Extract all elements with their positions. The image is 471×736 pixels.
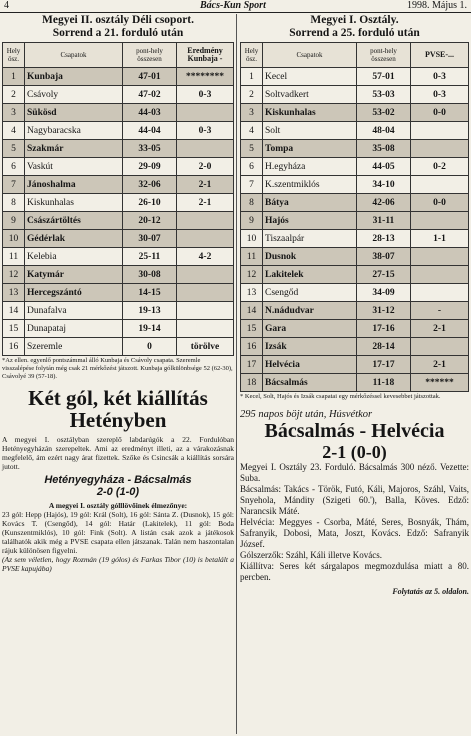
article-right-paragraph: Helvécia: Meggyes - Csorba, Máté, Seres, Bosnyák, Thám, Safranyik, Dobosi, Mata, Joszt, Kovács. Edző: Safranyik József. <box>240 517 469 549</box>
cell-team: Tiszaalpár <box>263 230 357 248</box>
cell-res <box>411 284 469 302</box>
cell-pos: 10 <box>241 230 263 248</box>
left-table-subtitle: Sorrend a 21. forduló után <box>52 27 184 39</box>
table-row <box>3 122 234 140</box>
cell-team: Dunapataj <box>25 320 123 338</box>
cell-pos: 4 <box>3 122 25 140</box>
cell-pts: 48-04 <box>357 122 411 140</box>
cell-team: H.egyháza <box>263 158 357 176</box>
cell-pts: 19-13 <box>123 302 177 320</box>
table-row <box>3 338 234 356</box>
cell-pos: 15 <box>241 320 263 338</box>
cell-pts: 17-16 <box>357 320 411 338</box>
cell-team: Dunafalva <box>25 302 123 320</box>
cell-team: Szakmár <box>25 140 123 158</box>
cell-pos: 3 <box>3 104 25 122</box>
cell-team: Szeremle <box>25 338 123 356</box>
article-left-match: Hetényegyháza - Bácsalmás <box>44 474 192 486</box>
table-row <box>241 176 469 194</box>
cell-pos: 12 <box>241 266 263 284</box>
table-row <box>241 140 469 158</box>
cell-res: 0-3 <box>177 86 234 104</box>
table-row <box>241 230 469 248</box>
cell-team: Soltvadkert <box>263 86 357 104</box>
table-row <box>3 248 234 266</box>
table-row <box>241 122 469 140</box>
cell-team: Csávoly <box>25 86 123 104</box>
cell-pts: 29-09 <box>123 158 177 176</box>
cell-pos: 7 <box>241 176 263 194</box>
cell-pts: 26-10 <box>123 194 177 212</box>
cell-pts: 14-15 <box>123 284 177 302</box>
cell-pos: 9 <box>3 212 25 230</box>
cell-pos: 11 <box>3 248 25 266</box>
cell-pos: 16 <box>241 338 263 356</box>
cell-res <box>177 284 234 302</box>
cell-team: Helvécia <box>263 356 357 374</box>
column-divider <box>236 14 237 734</box>
cell-res: 0-3 <box>411 86 469 104</box>
cell-team: Gara <box>263 320 357 338</box>
cell-pts: 0 <box>123 338 177 356</box>
cell-pos: 2 <box>241 86 263 104</box>
cell-res: 2-1 <box>411 320 469 338</box>
article-right-paragraph: Bácsalmás: Takács - Török, Futó, Káli, Majoros, Száhl, Vaits, Snyehola, Mándity (Szigeti 60.'), Balla, Köves. Edző: Narancsik Máté. <box>240 484 469 516</box>
issue-date: 1998. Május 1. <box>407 0 467 11</box>
table-row <box>3 194 234 212</box>
cell-res <box>177 266 234 284</box>
page-number: 4 <box>4 0 9 11</box>
cell-res <box>177 140 234 158</box>
table-row <box>241 338 469 356</box>
cell-pts: 53-02 <box>357 104 411 122</box>
publication-name: Bács-Kun Sport <box>200 0 266 11</box>
cell-res <box>177 320 234 338</box>
cell-pos: 14 <box>241 302 263 320</box>
scorers-list: 23 gól: Hepp (Hajós), 19 gól: Král (Solt), 16 gól: Sánta Z. (Dusnok), 15 gól: Kovács T. (Csengőd), 14 gól: Határ (Lakitelek), 11 gól: Boda (Kunszentmiklós), 10 gól: Fink (Solt). A listán csak azok a játékosok találhatók akik még a PVSE csapata ellen játszanak. Talán nem haszontalan rájuk különösen figyelni. <box>2 510 234 555</box>
article-right-headline: Bácsalmás - Helvécia <box>264 420 445 442</box>
cell-res: ******** <box>177 68 234 86</box>
cell-pts: 27-15 <box>357 266 411 284</box>
table-row <box>3 176 234 194</box>
table-row <box>3 140 234 158</box>
article-right-body <box>240 462 469 583</box>
table-row <box>241 212 469 230</box>
cell-res <box>177 212 234 230</box>
table-row <box>3 104 234 122</box>
right-table-note: * Kecel, Solt, Hajós és Izsák csapatai egy mérkőzéssel kevesebbet játszottak. <box>240 393 441 400</box>
left-table-title: Megyei II. osztály Déli csoport. <box>41 14 195 26</box>
cell-team: Hajós <box>263 212 357 230</box>
cell-pos: 13 <box>241 284 263 302</box>
cell-pos: 5 <box>241 140 263 158</box>
cell-pts: 38-07 <box>357 248 411 266</box>
table-row <box>241 284 469 302</box>
continued-note: Folytatás az 5. oldalon. <box>392 587 469 596</box>
cell-team: Hercegszántó <box>25 284 123 302</box>
cell-pts: 30-07 <box>123 230 177 248</box>
table-row <box>3 266 234 284</box>
cell-res <box>411 122 469 140</box>
cell-res: 2-1 <box>177 194 234 212</box>
cell-pos: 4 <box>241 122 263 140</box>
col-header-team: Csapatok <box>263 43 357 68</box>
cell-res <box>177 302 234 320</box>
cell-res: 2-1 <box>177 176 234 194</box>
cell-res <box>411 338 469 356</box>
cell-pos: 17 <box>241 356 263 374</box>
cell-team: Solt <box>263 122 357 140</box>
cell-pts: 30-08 <box>123 266 177 284</box>
cell-pts: 34-10 <box>357 176 411 194</box>
col-header-pos: Hely ösz. <box>241 43 263 68</box>
cell-pts: 44-05 <box>357 158 411 176</box>
cell-res: - <box>411 302 469 320</box>
cell-pts: 35-08 <box>357 140 411 158</box>
right-column <box>240 14 469 596</box>
col-header-points: pont-hely összesen <box>123 43 177 68</box>
header-rule <box>0 12 471 13</box>
cell-res: törölve <box>177 338 234 356</box>
cell-team: Izsák <box>263 338 357 356</box>
table-row <box>241 158 469 176</box>
cell-res: 0-0 <box>411 194 469 212</box>
cell-pos: 9 <box>241 212 263 230</box>
cell-team: Vaskút <box>25 158 123 176</box>
article-right-kicker: 295 napos böjt után, Húsvétkor <box>240 409 373 420</box>
cell-pts: 28-14 <box>357 338 411 356</box>
cell-res <box>411 140 469 158</box>
table-row <box>241 104 469 122</box>
cell-pos: 5 <box>3 140 25 158</box>
cell-res: 0-3 <box>411 68 469 86</box>
cell-pts: 31-12 <box>357 302 411 320</box>
cell-pos: 8 <box>241 194 263 212</box>
cell-team: Csengőd <box>263 284 357 302</box>
cell-team: Bátya <box>263 194 357 212</box>
right-standings-table <box>240 42 469 392</box>
cell-team: Kiskunhalas <box>25 194 123 212</box>
cell-pts: 19-14 <box>123 320 177 338</box>
scorers-heading: A megyei I. osztály gólllövőinek élmezőnye: <box>48 501 188 510</box>
col-header-team: Csapatok <box>25 43 123 68</box>
cell-pts: 25-11 <box>123 248 177 266</box>
cell-team: N.nádudvar <box>263 302 357 320</box>
article-right-score: 2-1 (0-0) <box>322 442 387 462</box>
col-header-points: pont-hely összesen <box>357 43 411 68</box>
cell-pos: 2 <box>3 86 25 104</box>
cell-team: Kunbaja <box>25 68 123 86</box>
cell-res <box>411 176 469 194</box>
cell-team: Jánoshalma <box>25 176 123 194</box>
table-row <box>241 194 469 212</box>
cell-team: Kiskunhalas <box>263 104 357 122</box>
cell-pos: 7 <box>3 176 25 194</box>
table-row <box>241 86 469 104</box>
cell-pts: 32-06 <box>123 176 177 194</box>
table-row <box>241 374 469 392</box>
cell-pos: 16 <box>3 338 25 356</box>
cell-pts: 17-17 <box>357 356 411 374</box>
cell-pos: 1 <box>241 68 263 86</box>
col-header-pos: Hely ösz. <box>3 43 25 68</box>
cell-res <box>411 212 469 230</box>
cell-team: Bácsalmás <box>263 374 357 392</box>
table-row <box>241 266 469 284</box>
cell-res: 2-0 <box>177 158 234 176</box>
cell-res: 0-0 <box>411 104 469 122</box>
table-row <box>3 158 234 176</box>
left-standings-table <box>2 42 234 356</box>
cell-pts: 34-09 <box>357 284 411 302</box>
table-row <box>3 68 234 86</box>
col-header-result: Eredmény Kunbaja - <box>177 43 234 68</box>
cell-pts: 20-12 <box>123 212 177 230</box>
cell-pts: 31-11 <box>357 212 411 230</box>
cell-pos: 1 <box>3 68 25 86</box>
table-row <box>3 86 234 104</box>
cell-pts: 53-03 <box>357 86 411 104</box>
table-row <box>3 284 234 302</box>
table-row <box>241 68 469 86</box>
article-left-intro: A megyei I. osztályban szereplő labdarúgók a 22. Fordulóban Hetényegyházán szerepeltek. Ami az eredményt illeti, az a várakozásnak megfelelő, ám ezért nagy árat fizettek. Szőke és Csincsák a kiállítás sorsára jutott. <box>2 435 234 471</box>
cell-team: Sükösd <box>25 104 123 122</box>
table-row <box>3 302 234 320</box>
cell-team: Dusnok <box>263 248 357 266</box>
cell-pos: 3 <box>241 104 263 122</box>
cell-pts: 33-05 <box>123 140 177 158</box>
cell-pts: 44-04 <box>123 122 177 140</box>
table-header-row <box>3 43 234 68</box>
cell-team: Tompa <box>263 140 357 158</box>
cell-pos: 18 <box>241 374 263 392</box>
cell-pts: 47-02 <box>123 86 177 104</box>
cell-pos: 15 <box>3 320 25 338</box>
cell-res <box>177 230 234 248</box>
cell-pos: 11 <box>241 248 263 266</box>
left-table-note: *Az ellen. egyenlő pontszámmal álló Kunbaja és Csávoly csapata. Szeremle visszalépése folytán még csak 21 mérkőzést játszott. Kunbaja gólkülönbsége 52 (62-30), Csávolyé 39 (57-18). <box>2 357 233 380</box>
cell-res: ****** <box>411 374 469 392</box>
cell-pts: 11-18 <box>357 374 411 392</box>
cell-team: Kelebia <box>25 248 123 266</box>
cell-res <box>177 104 234 122</box>
cell-pos: 8 <box>3 194 25 212</box>
cell-team: K.szentmiklós <box>263 176 357 194</box>
cell-res <box>411 266 469 284</box>
cell-pts: 28-13 <box>357 230 411 248</box>
cell-pos: 13 <box>3 284 25 302</box>
cell-res: 0-3 <box>177 122 234 140</box>
article-left-headline: Két gól, két kiállítás Hetényben <box>28 386 208 432</box>
cell-team: Gédérlak <box>25 230 123 248</box>
table-row <box>3 212 234 230</box>
cell-pts: 44-03 <box>123 104 177 122</box>
col-header-result: PVSE-... <box>411 43 469 68</box>
cell-team: Katymár <box>25 266 123 284</box>
cell-team: Lakitelek <box>263 266 357 284</box>
cell-pos: 14 <box>3 302 25 320</box>
left-column <box>2 14 234 573</box>
table-row <box>241 302 469 320</box>
article-right-paragraph: Kiállítva: Seres két sárgalapos megmozdulása miatt a 80. percben. <box>240 561 469 582</box>
cell-pts: 47-01 <box>123 68 177 86</box>
table-row <box>3 320 234 338</box>
table-row <box>241 320 469 338</box>
table-header-row <box>241 43 469 68</box>
right-table-title: Megyei I. Osztály. <box>310 14 399 26</box>
article-right-paragraph: Gólszerzők: Száhl, Káli illetve Kovács. <box>240 550 382 560</box>
table-row <box>3 230 234 248</box>
cell-pts: 42-06 <box>357 194 411 212</box>
cell-res <box>411 248 469 266</box>
cell-pos: 6 <box>3 158 25 176</box>
cell-pos: 12 <box>3 266 25 284</box>
cell-res: 1-1 <box>411 230 469 248</box>
article-right-paragraph: Megyei I. Osztály 23. Forduló. Bácsalmás 300 néző. Vezette: Suba. <box>240 462 469 483</box>
table-row <box>241 356 469 374</box>
cell-pos: 6 <box>241 158 263 176</box>
cell-pos: 10 <box>3 230 25 248</box>
article-left-closing: (Az sem véletlen, hogy Rozmán (19 gólos) és Farkas Tibor (10) is betalált a PVSE kapujába) <box>2 555 234 573</box>
cell-team: Kecel <box>263 68 357 86</box>
cell-res: 0-2 <box>411 158 469 176</box>
right-table-subtitle: Sorrend a 25. forduló után <box>289 27 420 39</box>
cell-res: 4-2 <box>177 248 234 266</box>
article-left-score: 2-0 (1-0) <box>96 486 140 498</box>
cell-team: Nagybaracska <box>25 122 123 140</box>
table-row <box>241 248 469 266</box>
cell-team: Császártöltés <box>25 212 123 230</box>
cell-res: 2-1 <box>411 356 469 374</box>
cell-pts: 57-01 <box>357 68 411 86</box>
